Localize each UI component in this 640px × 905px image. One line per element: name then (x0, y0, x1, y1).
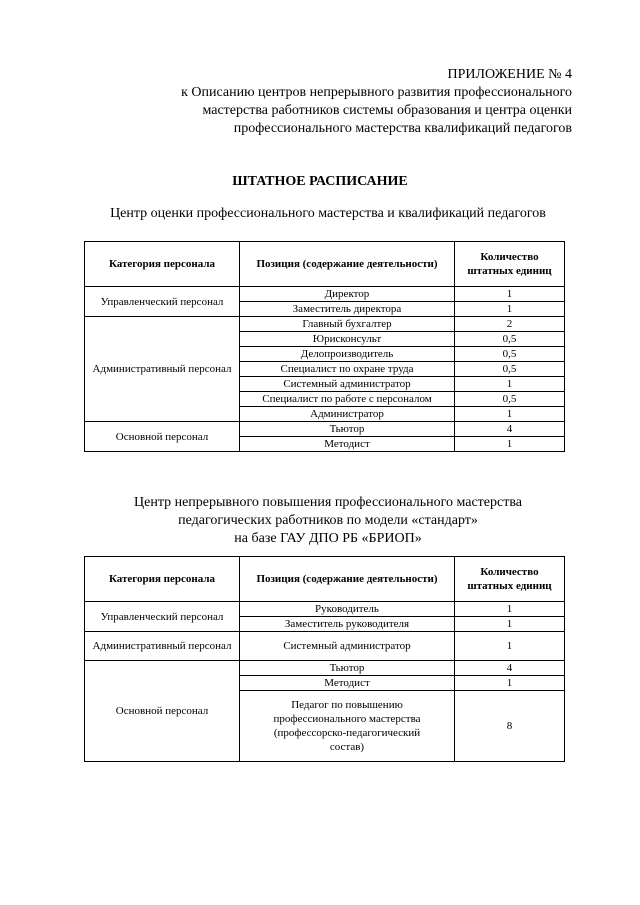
section2-title-line-2: педагогических работников по модели «стандарт» (178, 513, 478, 528)
document-title: ШТАТНОЕ РАСПИСАНИЕ (232, 174, 408, 189)
position-cell: Директор (240, 287, 455, 302)
table-row (85, 422, 565, 437)
staff-table-2 (84, 556, 565, 762)
count-cell: 1 (455, 377, 565, 392)
appendix-header (92, 66, 572, 138)
header-position: Позиция (содержание деятельности) (240, 557, 455, 602)
appendix-desc-line-2: мастерства работников системы образования и центра оценки (202, 103, 572, 118)
position-cell: Педагог по повышению профессионального мастерства (профессорско-педагогический состав) (240, 691, 455, 762)
position-cell: Заместитель руководителя (240, 617, 455, 632)
section2-title-line-3: на базе ГАУ ДПО РБ «БРИОП» (234, 531, 422, 546)
category-cell: Основной персонал (85, 661, 240, 762)
table-header-row (85, 242, 565, 287)
header-category: Категория персонала (85, 557, 240, 602)
position-cell: Системный администратор (240, 632, 455, 661)
position-cell: Системный администратор (240, 377, 455, 392)
category-cell: Управленческий персонал (85, 602, 240, 632)
table-row (85, 661, 565, 676)
header-count: Количество штатных единиц (455, 242, 565, 287)
header-category: Категория персонала (85, 242, 240, 287)
table-row (85, 317, 565, 332)
position-cell: Главный бухгалтер (240, 317, 455, 332)
count-cell: 1 (455, 302, 565, 317)
count-cell: 8 (455, 691, 565, 762)
section1-title (0, 205, 640, 223)
count-cell: 0,5 (455, 392, 565, 407)
position-cell: Методист (240, 437, 455, 452)
position-cell: Юрисконсульт (240, 332, 455, 347)
position-cell: Делопроизводитель (240, 347, 455, 362)
header-position: Позиция (содержание деятельности) (240, 242, 455, 287)
header-count: Количество штатных единиц (455, 557, 565, 602)
position-cell: Специалист по работе с персоналом (240, 392, 455, 407)
position-cell: Специалист по охране труда (240, 362, 455, 377)
table-row (85, 632, 565, 661)
position-cell: Методист (240, 676, 455, 691)
category-cell: Управленческий персонал (85, 287, 240, 317)
category-cell: Административный персонал (85, 317, 240, 422)
position-cell: Администратор (240, 407, 455, 422)
position-cell: Тьютор (240, 422, 455, 437)
section1-title-line: Центр оценки профессионального мастерства и квалификаций педагогов (110, 206, 546, 221)
appendix-number: ПРИЛОЖЕНИЕ № 4 (447, 67, 572, 82)
category-cell: Основной персонал (85, 422, 240, 452)
count-cell: 0,5 (455, 347, 565, 362)
category-cell: Административный персонал (85, 632, 240, 661)
count-cell: 1 (455, 632, 565, 661)
count-cell: 1 (455, 617, 565, 632)
position-cell: Тьютор (240, 661, 455, 676)
count-cell: 2 (455, 317, 565, 332)
count-cell: 1 (455, 407, 565, 422)
count-cell: 1 (455, 437, 565, 452)
appendix-desc-line-1: к Описанию центров непрерывного развития профессионального (181, 85, 572, 100)
count-cell: 0,5 (455, 332, 565, 347)
staff-table-1 (84, 241, 565, 452)
section2-title-line-1: Центр непрерывного повышения профессионального мастерства (134, 495, 522, 510)
count-cell: 1 (455, 602, 565, 617)
count-cell: 1 (455, 676, 565, 691)
appendix-desc-line-3: профессионального мастерства квалификаций педагогов (233, 121, 572, 136)
count-cell: 4 (455, 661, 565, 676)
count-cell: 4 (455, 422, 565, 437)
count-cell: 0,5 (455, 362, 565, 377)
table-row (85, 287, 565, 302)
position-cell: Руководитель (240, 602, 455, 617)
count-cell: 1 (455, 287, 565, 302)
table-row (85, 602, 565, 617)
section2-title (0, 494, 640, 548)
position-cell: Заместитель директора (240, 302, 455, 317)
table-header-row (85, 557, 565, 602)
